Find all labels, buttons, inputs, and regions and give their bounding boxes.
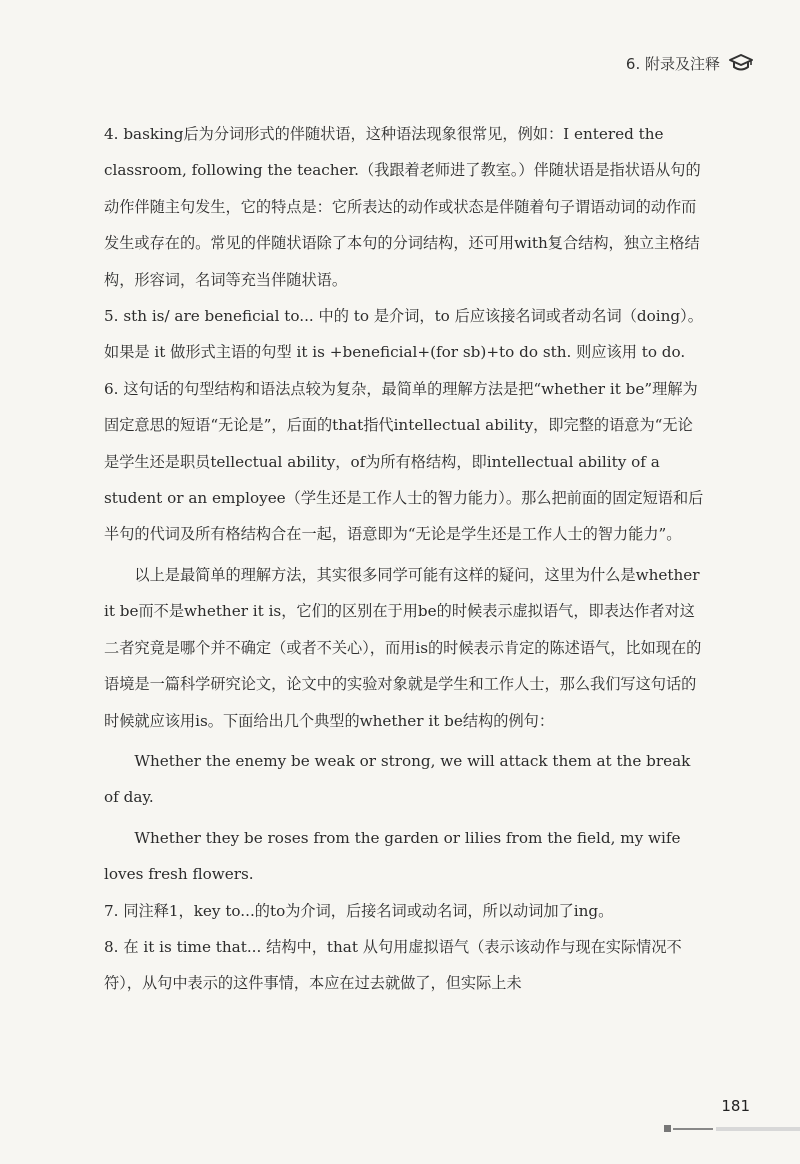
page-number: 181: [721, 1097, 750, 1115]
note-4: 4. basking后为分词形式的伴随状语，这种语法现象很常见，例如：I entered the classroom, following the teacher.（我跟着老师进了教室。）伴随状语是指状语从句的动作伴随主句发生，它的特点是：它所表达的动作或状态是伴随着句子谓语动词的动作而发生或存在的。常见的伴随状语除了本句的分词结构，还可用with复合结构，独立主格结构，形容词，名词等充当伴随状语。: [104, 125, 701, 289]
note-8: 8. 在 it is time that... 结构中，that 从句用虚拟语气（表示该动作与现在实际情况不符），从句中表示的这件事情，本应在过去就做了，但实际上未: [104, 937, 682, 993]
example-sentence-1: Whether the enemy be weak or strong, we will attack them at the break of day.: [104, 751, 691, 807]
graduation-cap-icon: [728, 52, 754, 74]
note-5: 5. sth is/ are beneficial to... 中的 to 是介词，to 后应该接名词或者动名词（doing）。如果是 it 做形式主语的句型 it is +beneficial+(for sb)+to do sth. 则应该用 to do.: [104, 307, 703, 362]
running-header: [626, 52, 754, 74]
section-title: 6. 附录及注释: [625, 54, 720, 73]
example-sentence-2: Whether they be roses from the garden or lilies from the field, my wife loves fresh flowers.: [104, 828, 681, 884]
note-6: 6. 这句话的句型结构和语法点较为复杂，最简单的理解方法是把“whether it be”理解为固定意思的短语“无论是”，后面的that指代intellectual ability，即完整的语意为“无论是学生还是职员tellectual ability，of为所有格结构，即intellectual ability of a student or an employee（学生还是工作人士的智力能力）。那么把前面的固定短语和后半句的代词及所有格结构合在一起，语意即为“无论是学生还是工作人士的智力能力”。: [104, 379, 704, 544]
notes-body: [104, 116, 704, 1002]
footer-decoration: [664, 1123, 800, 1135]
note-7: 7. 同注释1，key to...的to为介词，后接名词或动名词，所以动词加了ing。: [104, 901, 614, 920]
explanation-paragraph: 以上是最简单的理解方法，其实很多同学可能有这样的疑问，这里为什么是whether it be而不是whether it is，它们的区别在于用be的时候表示虚拟语气，即表达作者对这二者究竟是哪个并不确定（或者不关心），而用is的时候表示肯定的陈述语气，比如现在的语境是一篇科学研究论文，论文中的实验对象就是学生和工作人士，那么我们写这句话的时候就应该用is。下面给出几个典型的whether it be结构的例句：: [104, 565, 702, 730]
